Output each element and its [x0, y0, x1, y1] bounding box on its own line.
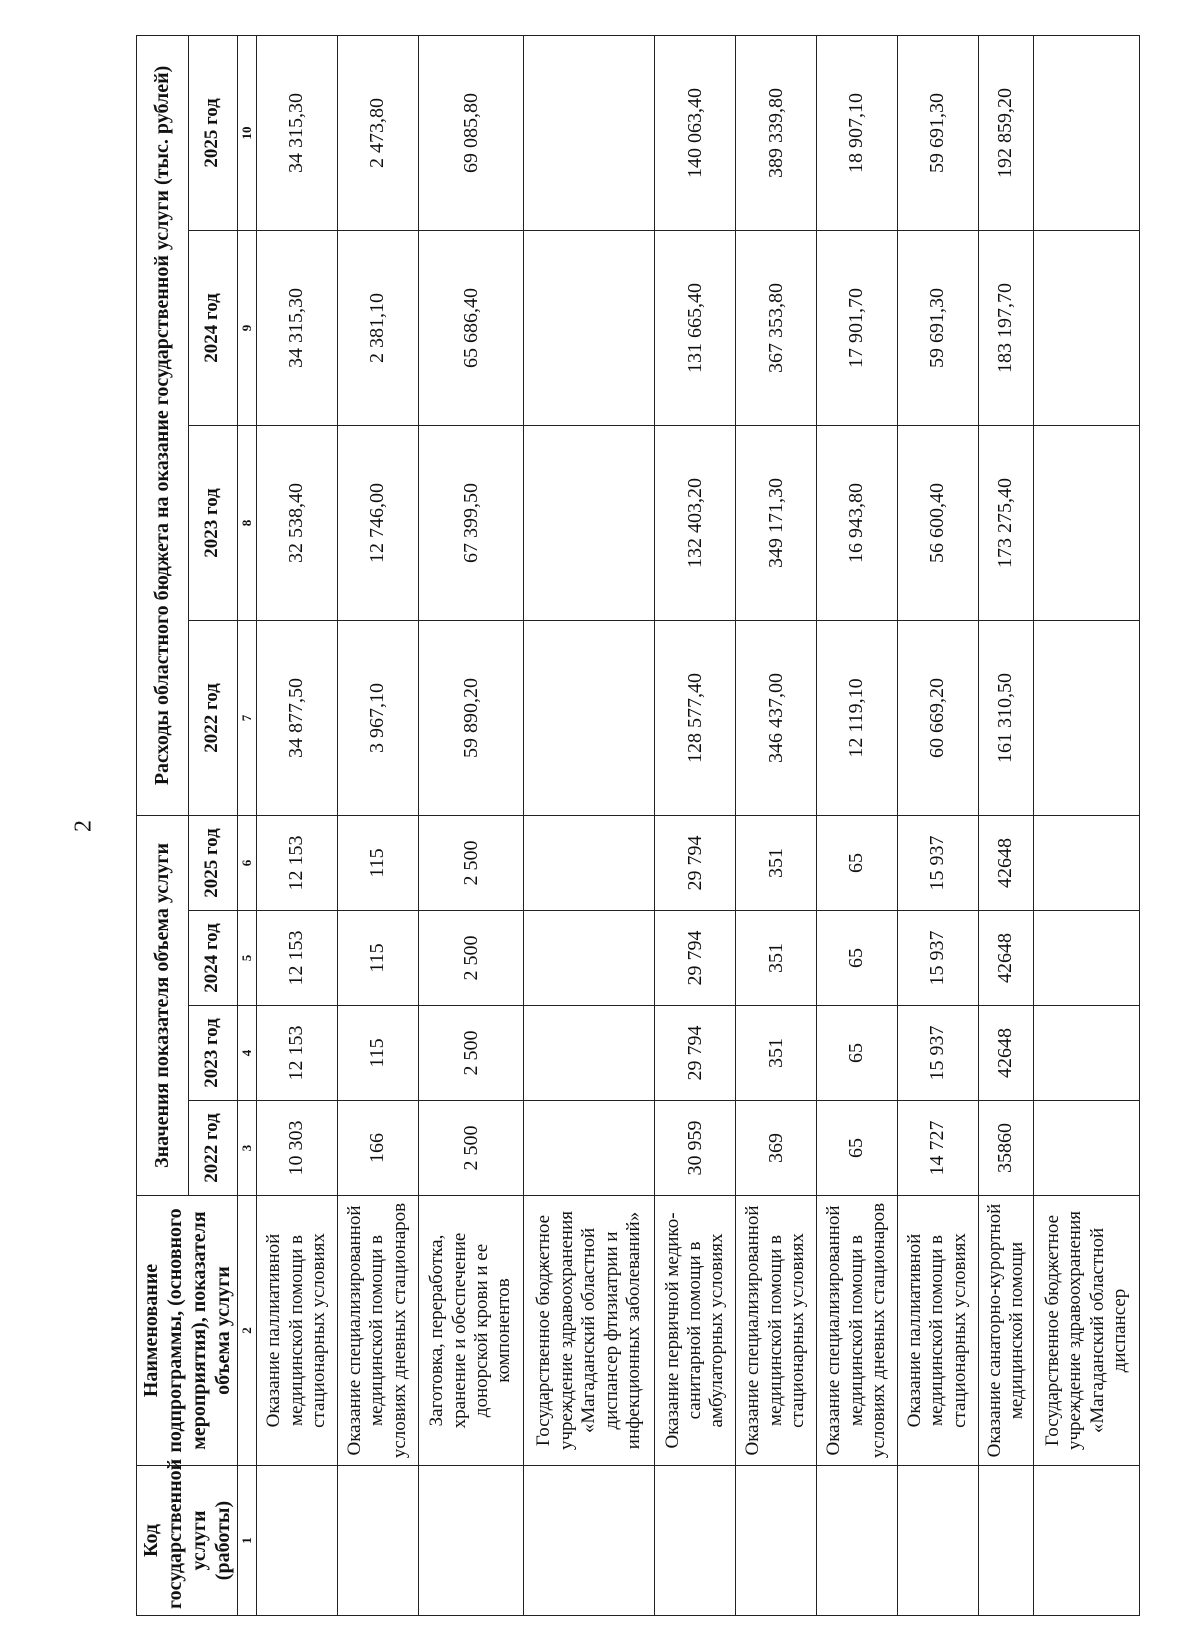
table-row — [736, 35, 817, 1615]
volume-value-cell: 65 — [816, 815, 897, 910]
volume-value-cell: 15 937 — [897, 1006, 978, 1101]
table-row — [1034, 35, 1140, 1615]
column-number: 1 — [238, 1466, 257, 1616]
volume-value-cell — [1034, 911, 1140, 1006]
expense-value-cell: 192 859,20 — [978, 35, 1034, 230]
service-code-cell — [418, 1466, 524, 1616]
volume-value-cell: 65 — [816, 1006, 897, 1101]
service-code-cell — [257, 1466, 338, 1616]
expense-value-cell: 173 275,40 — [978, 425, 1034, 620]
service-name-cell: Оказание паллиативной медицинской помощи в стационарных условиях — [257, 1196, 338, 1466]
column-number: 5 — [238, 911, 257, 1006]
expense-value-cell: 12 746,00 — [337, 425, 418, 620]
service-name-cell: Оказание первичной медико-санитарной помощи в амбулаторных условиях — [655, 1196, 736, 1466]
table-row — [337, 35, 418, 1615]
service-name-cell: Государственное бюджетное учреждение здравоохранения «Магаданский областной диспансер фтизиатрии и инфекционных заболеваний» — [524, 1196, 655, 1466]
expense-value-cell: 60 669,20 — [897, 620, 978, 815]
column-number: 7 — [238, 620, 257, 815]
header-volume: Значения показателя объема услуги — [137, 815, 189, 1195]
expense-value-cell — [1034, 620, 1140, 815]
table-row — [897, 35, 978, 1615]
expense-value-cell: 183 197,70 — [978, 230, 1034, 425]
column-number: 3 — [238, 1101, 257, 1196]
expense-value-cell: 34 315,30 — [257, 230, 338, 425]
expense-value-cell: 32 538,40 — [257, 425, 338, 620]
volume-value-cell: 12 153 — [257, 1006, 338, 1101]
header-expense-year: 2023 год — [188, 425, 237, 620]
header-expenses: Расходы областного бюджета на оказание государственной услуги (тыс. рублей) — [137, 35, 189, 815]
service-name-cell: Заготовка, переработка, хранение и обеспечение донорской крови и ее компонентов — [418, 1196, 524, 1466]
volume-value-cell — [1034, 1101, 1140, 1196]
service-code-cell — [897, 1466, 978, 1616]
volume-value-cell: 351 — [736, 815, 817, 910]
service-code-cell — [1034, 1466, 1140, 1616]
column-number: 6 — [238, 815, 257, 910]
volume-value-cell: 351 — [736, 1006, 817, 1101]
table-body — [257, 35, 1140, 1615]
volume-value-cell: 12 153 — [257, 911, 338, 1006]
service-name-cell: Оказание паллиативной медицинской помощи в стационарных условиях — [897, 1196, 978, 1466]
volume-value-cell: 29 794 — [655, 911, 736, 1006]
column-number: 9 — [238, 230, 257, 425]
volume-value-cell: 42648 — [978, 815, 1034, 910]
expense-value-cell: 65 686,40 — [418, 230, 524, 425]
expense-value-cell: 34 315,30 — [257, 35, 338, 230]
service-code-cell — [978, 1466, 1034, 1616]
document-sheet — [136, 36, 1131, 1616]
volume-value-cell: 15 937 — [897, 911, 978, 1006]
volume-value-cell: 35860 — [978, 1101, 1034, 1196]
expense-value-cell — [524, 425, 655, 620]
volume-value-cell: 115 — [337, 1006, 418, 1101]
header-expense-year: 2024 год — [188, 230, 237, 425]
expense-value-cell: 3 967,10 — [337, 620, 418, 815]
volume-value-cell: 42648 — [978, 911, 1034, 1006]
volume-value-cell — [524, 911, 655, 1006]
volume-value-cell: 12 153 — [257, 815, 338, 910]
volume-value-cell: 65 — [816, 1101, 897, 1196]
expense-value-cell: 349 171,30 — [736, 425, 817, 620]
header-expense-year: 2025 год — [188, 35, 237, 230]
table-row — [978, 35, 1034, 1615]
column-number: 2 — [238, 1196, 257, 1466]
volume-value-cell: 166 — [337, 1101, 418, 1196]
volume-value-cell: 2 500 — [418, 1006, 524, 1101]
expense-value-cell: 161 310,50 — [978, 620, 1034, 815]
volume-value-cell: 29 794 — [655, 1006, 736, 1101]
service-name-cell: Оказание специализированной медицинской помощи в стационарных условиях — [736, 1196, 817, 1466]
expense-value-cell: 67 399,50 — [418, 425, 524, 620]
volume-value-cell: 115 — [337, 815, 418, 910]
volume-value-cell: 2 500 — [418, 815, 524, 910]
volume-value-cell: 2 500 — [418, 1101, 524, 1196]
expense-value-cell: 12 119,10 — [816, 620, 897, 815]
table-row — [655, 35, 736, 1615]
expense-value-cell — [1034, 35, 1140, 230]
expense-value-cell: 59 691,30 — [897, 230, 978, 425]
expense-value-cell: 16 943,80 — [816, 425, 897, 620]
column-number: 10 — [238, 35, 257, 230]
expense-value-cell: 389 339,80 — [736, 35, 817, 230]
service-name-cell: Оказание санаторно-курортной медицинской помощи — [978, 1196, 1034, 1466]
expense-value-cell: 367 353,80 — [736, 230, 817, 425]
header-code: Код государственной услуги (работы) — [137, 1466, 238, 1616]
header-volume-year: 2022 год — [188, 1101, 237, 1196]
expense-value-cell: 132 403,20 — [655, 425, 736, 620]
service-code-cell — [816, 1466, 897, 1616]
volume-value-cell — [524, 1101, 655, 1196]
volume-value-cell: 10 303 — [257, 1101, 338, 1196]
table-row — [418, 35, 524, 1615]
volume-value-cell: 115 — [337, 911, 418, 1006]
volume-value-cell: 351 — [736, 911, 817, 1006]
column-number-row — [238, 35, 257, 1615]
expense-value-cell: 59 890,20 — [418, 620, 524, 815]
header-expense-year: 2022 год — [188, 620, 237, 815]
volume-value-cell: 2 500 — [418, 911, 524, 1006]
page-number: 2 — [70, 820, 97, 832]
header-volume-year: 2023 год — [188, 1006, 237, 1101]
volume-value-cell: 42648 — [978, 1006, 1034, 1101]
expense-value-cell: 56 600,40 — [897, 425, 978, 620]
volume-value-cell — [524, 815, 655, 910]
expense-value-cell — [524, 620, 655, 815]
expense-value-cell: 131 665,40 — [655, 230, 736, 425]
expense-value-cell: 18 907,10 — [816, 35, 897, 230]
expense-value-cell: 346 437,00 — [736, 620, 817, 815]
column-number: 8 — [238, 425, 257, 620]
expense-value-cell — [524, 35, 655, 230]
expense-value-cell: 140 063,40 — [655, 35, 736, 230]
volume-value-cell: 369 — [736, 1101, 817, 1196]
expense-value-cell: 128 577,40 — [655, 620, 736, 815]
volume-value-cell: 65 — [816, 911, 897, 1006]
service-code-cell — [736, 1466, 817, 1616]
expense-value-cell — [524, 230, 655, 425]
service-name-cell: Государственное бюджетное учреждение здравоохранения «Магаданский областной диспансер — [1034, 1196, 1140, 1466]
expense-value-cell: 34 877,50 — [257, 620, 338, 815]
volume-value-cell — [524, 1006, 655, 1101]
column-number: 4 — [238, 1006, 257, 1101]
volume-value-cell: 14 727 — [897, 1101, 978, 1196]
volume-value-cell — [1034, 815, 1140, 910]
volume-value-cell — [1034, 1006, 1140, 1101]
service-name-cell: Оказание специализированной медицинской помощи в условиях дневных стационаров — [337, 1196, 418, 1466]
expense-value-cell: 2 473,80 — [337, 35, 418, 230]
table-row — [257, 35, 338, 1615]
volume-value-cell: 29 794 — [655, 815, 736, 910]
rotated-table-wrapper — [136, 36, 1131, 1616]
expense-value-cell: 69 085,80 — [418, 35, 524, 230]
expense-value-cell — [1034, 425, 1140, 620]
volume-value-cell: 15 937 — [897, 815, 978, 910]
service-code-cell — [337, 1466, 418, 1616]
expense-value-cell: 17 901,70 — [816, 230, 897, 425]
volume-value-cell: 30 959 — [655, 1101, 736, 1196]
expense-value-cell: 59 691,30 — [897, 35, 978, 230]
table-row — [524, 35, 655, 1615]
expense-value-cell — [1034, 230, 1140, 425]
header-name: Наименование подпрограммы, (основного мероприятия), показателя объема услуги — [137, 1196, 238, 1466]
expense-value-cell: 2 381,10 — [337, 230, 418, 425]
service-code-cell — [524, 1466, 655, 1616]
service-name-cell: Оказание специализированной медицинской помощи в условиях дневных стационаров — [816, 1196, 897, 1466]
table-row — [816, 35, 897, 1615]
header-volume-year: 2024 год — [188, 911, 237, 1006]
header-volume-year: 2025 год — [188, 815, 237, 910]
services-table — [136, 35, 1140, 1616]
service-code-cell — [655, 1466, 736, 1616]
